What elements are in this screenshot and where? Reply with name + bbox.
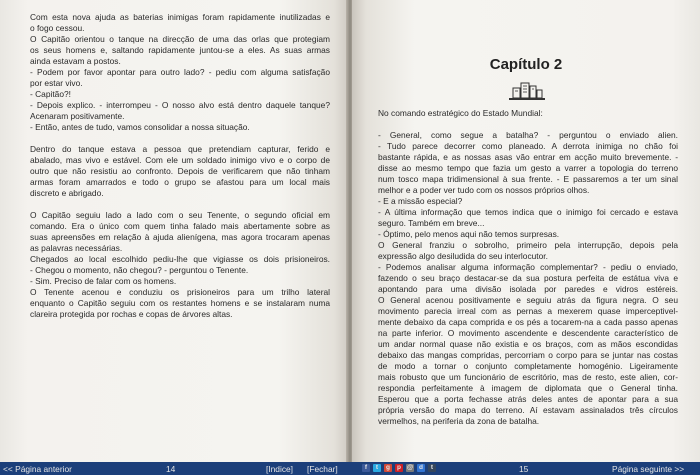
text-line: fazendo o seu braço destacar-se da sua postura perfeita de estátua viva e [378,273,678,283]
text-line: debaixo das mangas compridas, percorriam o corpo para se juntar nas costas [378,350,678,360]
twitter-icon[interactable]: t [373,464,381,472]
text-line: - Então, antes de tudo, vamos consolidar a nossa situação. [30,122,250,132]
paragraph-gap [378,119,678,130]
text-line: outro que não resistiu ao confronto. Depois de verificarem que não tinham [30,166,330,176]
navigation-bar [0,464,700,475]
text-line: própria versão do mapa do terreno. Aí estavam assinalados três círculos [378,405,678,415]
text-line: bastante rápida, e as nossas asas vão entrar em acção muito brevemente. - [378,152,678,162]
email-icon[interactable]: @ [406,464,414,471]
chapter-title: Capítulo 2 [489,56,563,73]
text-line: mais robusto que um funcionário de escritório, mas de resto, este alien, cor- [378,372,678,382]
text-line: No comando estratégico do Estado Mundial: [378,108,543,118]
text-line: um andar normal quase não existia e os braços, com as mãos escondidas [378,339,678,349]
paragraph-gap [30,199,330,210]
index-link[interactable]: [Indice] [266,464,294,474]
text-line: - E a missão especial? [378,196,463,206]
text-line: expressão algo desiludida do seu interlocutor. [378,251,548,261]
text-line: de modo a tornar o conjunto completamente homogénio. Ligeiramente [378,361,678,371]
text-line: abalado, mas vivo e estável. Com ele um soldado inimigo vivo e o corpo de [30,155,330,165]
text-line: mente debaixo da capa comprida e os pés a tocarem-na a cada passo apenas [378,317,678,327]
delicious-icon[interactable]: d [417,464,425,472]
paragraph-gap [30,133,330,144]
text-line: o fogo cessou. [30,23,85,33]
text-line: respondia perfeitamente à imagem de diplomata que o General tinha. [378,383,678,393]
next-page-link[interactable]: Página seguinte >> [612,464,685,474]
text-line: enquanto o Capitão seguiu com os restantes homens e se instalaram numa [30,298,330,308]
google-plus-icon[interactable]: g [384,464,392,472]
text-line: os seus homens e, saltando rapidamente juntou-se a eles. As suas armas [30,45,330,55]
text-line: O Capitão orientou o tanque na direcção de uma das orlas que protegiam [30,34,330,44]
text-line: disse ao mesmo tempo que fazia um gesto a varrer a topologia do terreno [378,163,678,173]
left-page [0,0,348,462]
tumblr-icon[interactable]: t [428,464,436,472]
text-line: Dentro do tanque estava a pessoa que pretendiam capturar, ferido e [30,144,330,154]
text-line: - Sim. Preciso de falar com os homens. [30,276,177,286]
text-line: O Tenente acenou e conduziu os prisioneiros para um trilho lateral [30,287,330,297]
text-line: Esperou que a porta fechasse atrás deles antes de apontar para a sua [378,394,678,404]
pinterest-icon[interactable]: p [395,464,403,472]
left-page-number: 14 [166,464,176,474]
text-line: O General franziu o sobrolho, primeiro pela interrupção, depois pela [378,240,678,250]
city-skyline-icon [507,80,547,102]
text-line: O General acenou positivamente e seguiu atrás da figura negra. O seu [378,295,678,305]
text-line: seguro. Também em breve... [378,218,485,228]
text-line: - Óptimo, pelo menos aqui não temos surpresas. [378,229,560,239]
text-line: - Podem por favor apontar para outro lado? - pediu com alguma satisfação [30,67,330,77]
text-line: Acenaram positivamente. [30,111,125,121]
previous-page-link[interactable]: << Página anterior [3,464,72,474]
text-line: - Podemos analisar alguma informação complementar? - pediu o enviado, [378,262,678,272]
text-line: apontando para uma divisão isolada por paredes e vidros estéreis. [378,284,678,294]
text-line: suas apreensões em relação à ajuda alienígena, mas agora trocaram apenas [30,232,330,242]
text-line: armas foram amarrados e todo o grupo se afastou para um local mais [30,177,330,187]
text-line: num tosco mapa tridimensional à sua frente. - E passaremos a ter um sinal [378,174,678,184]
close-link[interactable]: [Fechar] [307,464,338,474]
facebook-icon[interactable]: f [362,464,370,472]
text-line: - Tudo parece decorrer como planeado. A derrota inimiga no chão foi [378,141,678,151]
text-line: vermelhos, na periferia da zona de batalha. [378,416,540,426]
text-line: Com esta nova ajuda as baterias inimigas foram rapidamente inutilizadas e [30,12,330,22]
right-page-text [378,108,678,427]
text-line: Chegados ao local escolhido pediu-lhe que vigiasse os dois prisioneiros. [30,254,330,264]
text-line: - General, como segue a batalha? - perguntou o enviado alien. [378,130,678,140]
text-line: - Depois explico. - interrompeu - O nosso alvo está dentro daquele tanque? [30,100,330,110]
left-page-text [30,12,330,320]
text-line: ainda estavam a postos. [30,56,121,66]
right-page-number: 15 [519,464,529,474]
text-line: - Chegou o momento, não chegou? - perguntou o Tenente. [30,265,249,275]
text-line: clareira protegida por rochas e copas de árvores altas. [30,309,233,319]
right-page [352,0,700,462]
text-line: - Capitão?! [30,89,71,99]
text-line: comando. Era o único com quem tinha falado mais abertamente sobre as [30,221,330,231]
text-line: O Capitão seguiu lado a lado com o seu Tenente, o segundo oficial em [30,210,330,220]
text-line: na parte inferior. O movimento ascendente e descendente característico de [378,328,678,338]
text-line: as palavras necessárias. [30,243,123,253]
text-line: - A última informação que temos indica que o inimigo foi cercado e estava [378,207,678,217]
text-line: movimento parecia irreal com as pernas a mexerem quase imperceptivel- [378,306,678,316]
text-line: por estar vivo. [30,78,83,88]
text-line: discreto e abrigado. [30,188,104,198]
text-line: melhor e a poder ver tudo com os nossos próprios olhos. [378,185,590,195]
